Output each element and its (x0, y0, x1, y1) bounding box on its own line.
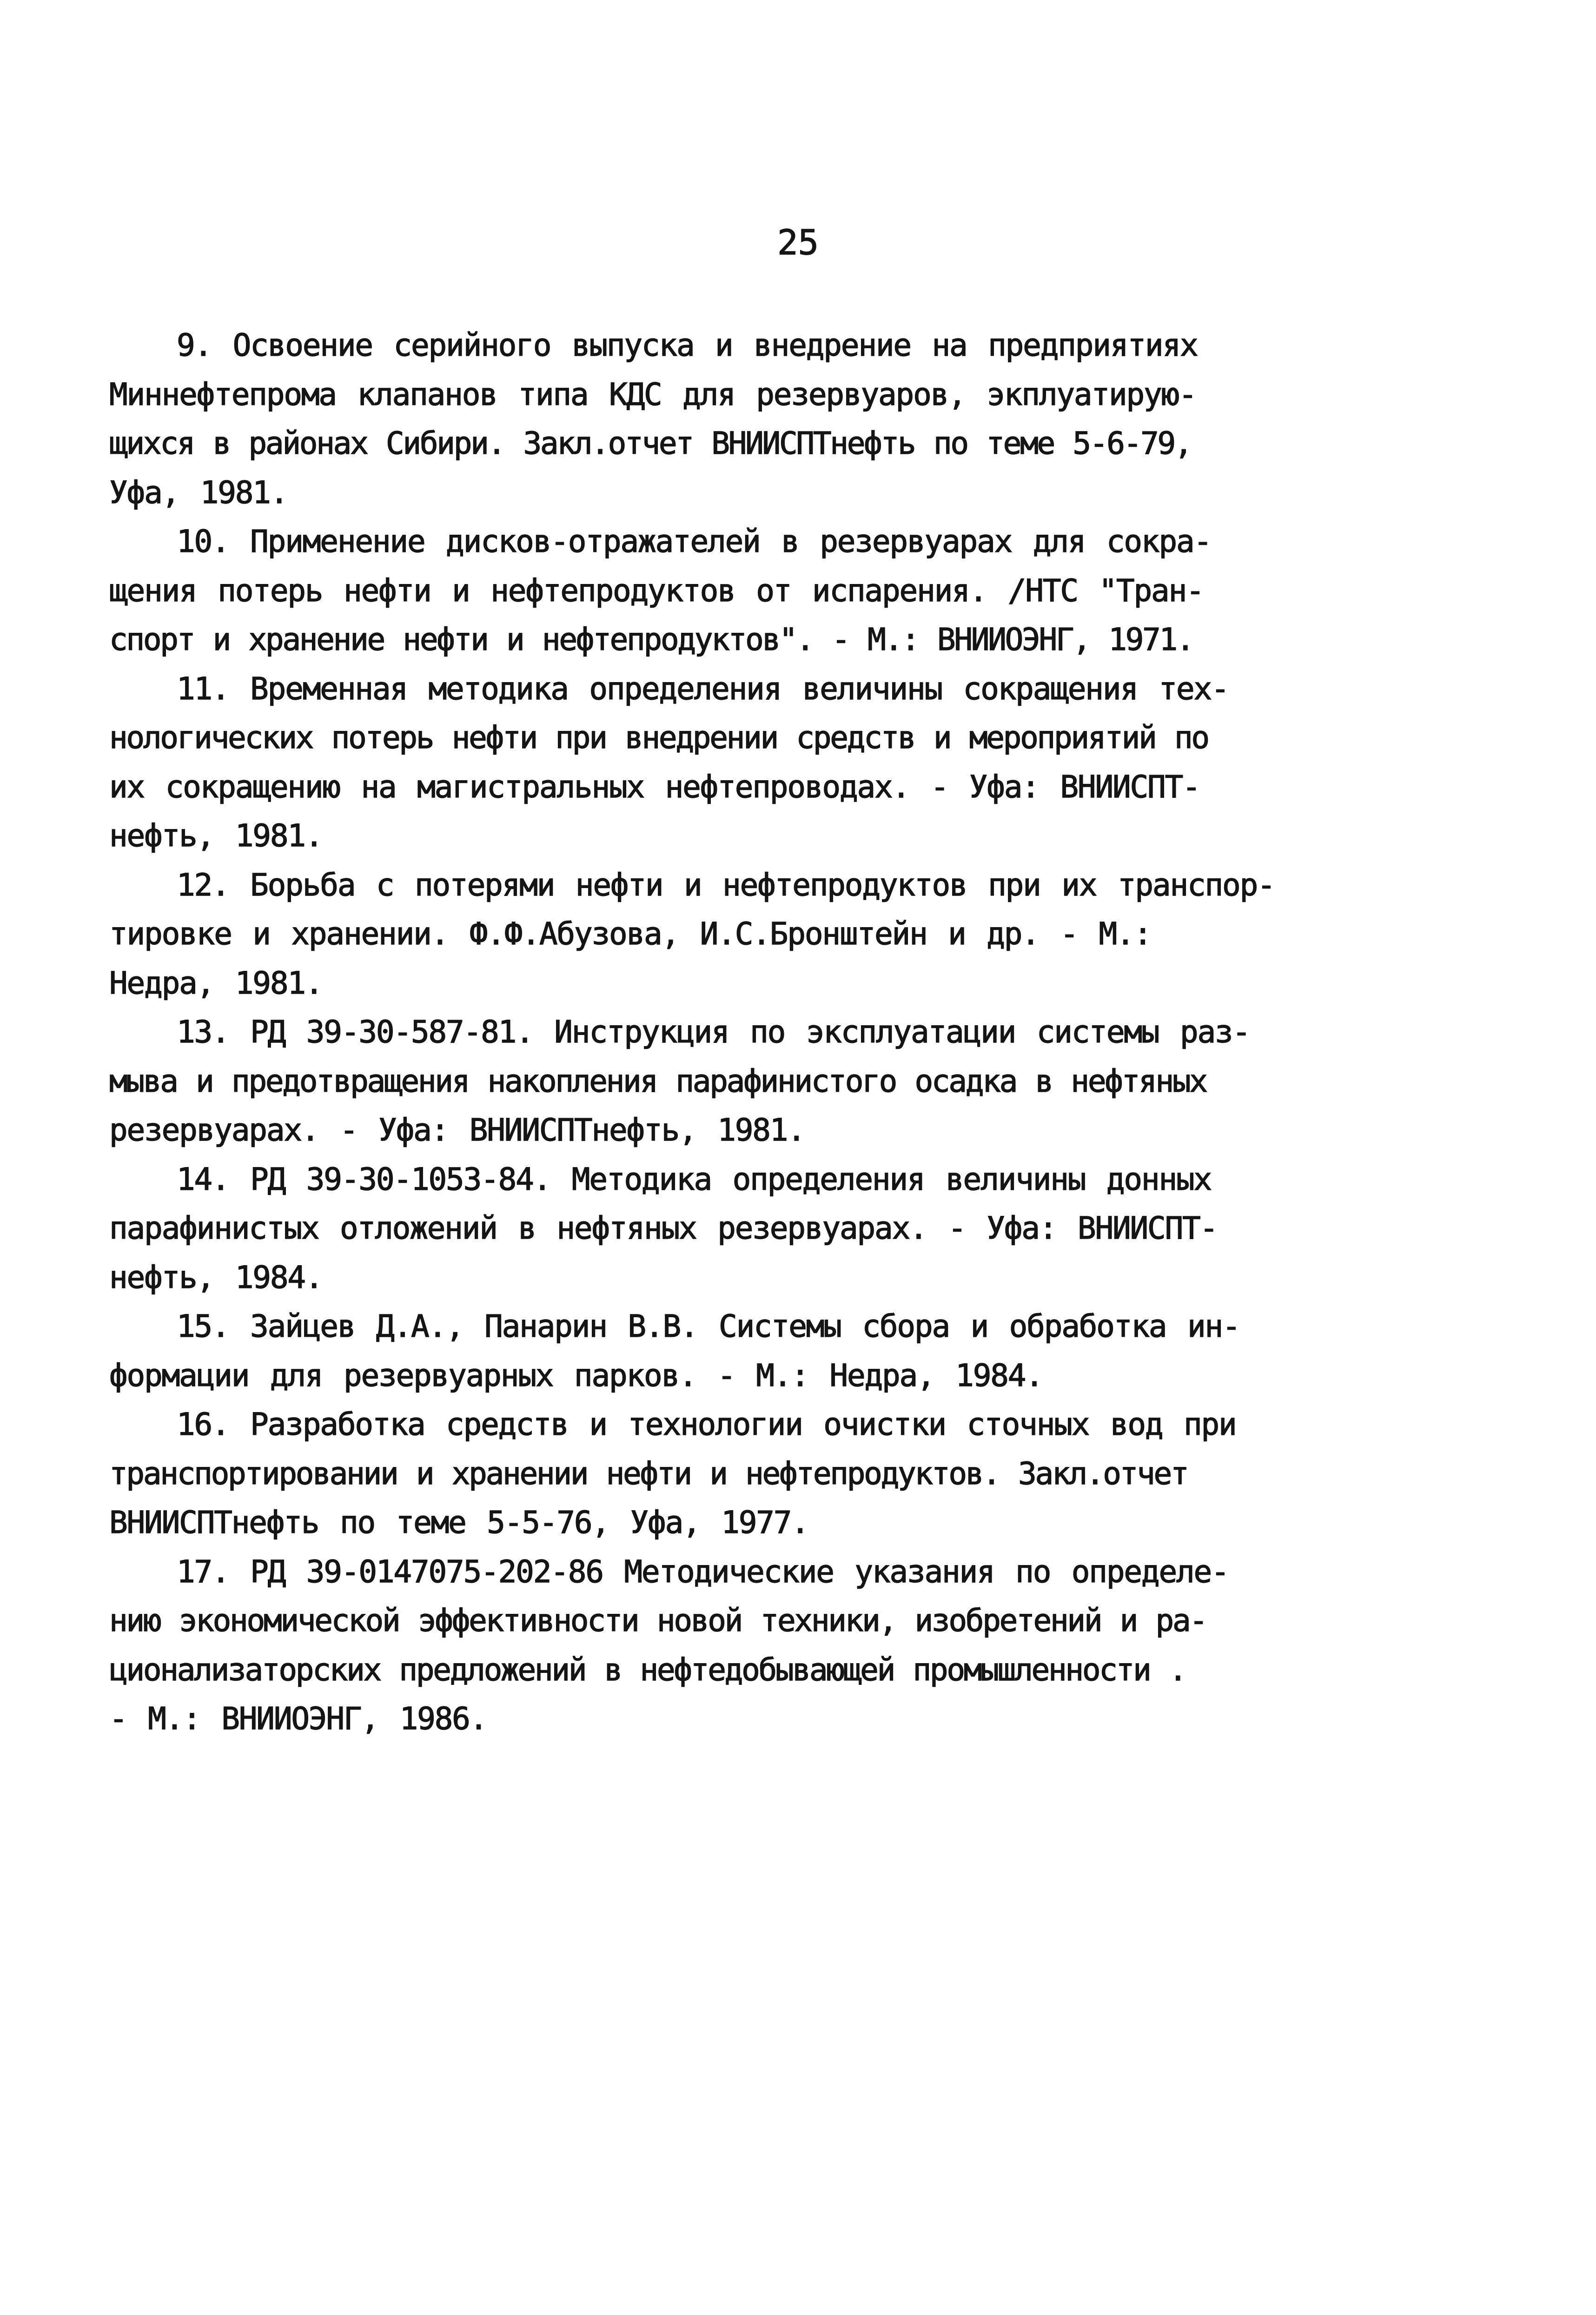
reference-line: - М.: ВНИИОЭНГ, 1986. (109, 1701, 487, 1737)
reference-line: ционализаторских предложений в нефтедобывающей промышленности . (109, 1652, 1186, 1688)
reference-item-11 (109, 664, 1248, 861)
reference-line: мыва и предотвращения накопления парафинистого осадка в нефтяных (109, 1063, 1206, 1099)
reference-line: нологических потерь нефти при внедрении средств и мероприятий по (109, 720, 1208, 756)
reference-line: 11. Временная методика определения величины сокращения тех- (177, 670, 1229, 707)
reference-line: ВНИИСПТнефть по теме 5-5-76, Уфа, 1977. (109, 1505, 808, 1540)
reference-line: тировке и хранении. Ф.Ф.Абузова, И.С.Бронштейн и др. - М.: (109, 916, 1152, 952)
reference-item-15 (109, 1302, 1248, 1400)
reference-line: спорт и хранение нефти и нефтепродуктов". - М.: ВНИИОЭНГ, 1971. (109, 622, 1193, 657)
reference-line: Уфа, 1981. (109, 474, 288, 511)
reference-line: 12. Борьба с потерями нефти и нефтепродуктов при их транспор- (177, 867, 1275, 903)
reference-line: формации для резервуарных парков. - М.: Недра, 1984. (109, 1357, 1043, 1393)
reference-line: 9. Освоение серийного выпуска и внедрение на предприятиях (177, 327, 1198, 363)
reference-item-16 (109, 1400, 1248, 1547)
reference-line: 14. РД 39-30-1053-84. Методика определения величины донных (177, 1161, 1212, 1197)
reference-line: парафинистых отложений в нефтяных резервуарах. - Уфа: ВНИИСПТ- (109, 1210, 1218, 1246)
reference-line: щения потерь нефти и нефтепродуктов от испарения. /НТС "Тран- (109, 572, 1204, 609)
reference-line: 10. Применение дисков-отражателей в резервуарах для сокра- (177, 524, 1212, 559)
reference-list (109, 321, 1275, 1744)
reference-line: щихся в районах Сибири. Закл.отчет ВНИИСПТнефть по теме 5-6-79, (109, 425, 1192, 461)
reference-line: транспортировании и хранении нефти и нефтепродуктов. Закл.отчет (109, 1455, 1188, 1492)
reference-line: нефть, 1981. (109, 818, 323, 854)
reference-line: нию экономической эффективности новой техники, изобретений и ра- (109, 1603, 1206, 1638)
page-number: 25 (777, 223, 819, 263)
reference-line: их сокращению на магистральных нефтепроводах. - Уфа: ВНИИСПТ- (109, 769, 1200, 805)
reference-item-14 (109, 1155, 1248, 1302)
reference-line: 16. Разработка средств и технологии очистки сточных вод при (177, 1406, 1236, 1442)
reference-line: резервуарах. - Уфа: ВНИИСПТнефть, 1981. (109, 1112, 805, 1148)
reference-item-12 (109, 861, 1275, 1008)
reference-line: нефть, 1984. (109, 1259, 323, 1295)
reference-line: Миннефтепрома клапанов типа КДС для резервуаров, экплуатирую- (109, 376, 1196, 412)
reference-item-13 (109, 1008, 1248, 1155)
reference-item-9 (109, 321, 1248, 517)
reference-line: 15. Зайцев Д.А., Панарин В.В. Системы сбора и обработка ин- (177, 1308, 1240, 1344)
reference-line: Недра, 1981. (109, 965, 323, 1001)
reference-line: 17. РД 39-0147075-202-86 Методические указания по определе- (177, 1553, 1229, 1590)
reference-item-17 (109, 1547, 1248, 1744)
reference-line: 13. РД 39-30-587-81. Инструкция по эксплуатации системы раз- (177, 1014, 1250, 1050)
reference-item-10 (109, 517, 1248, 664)
